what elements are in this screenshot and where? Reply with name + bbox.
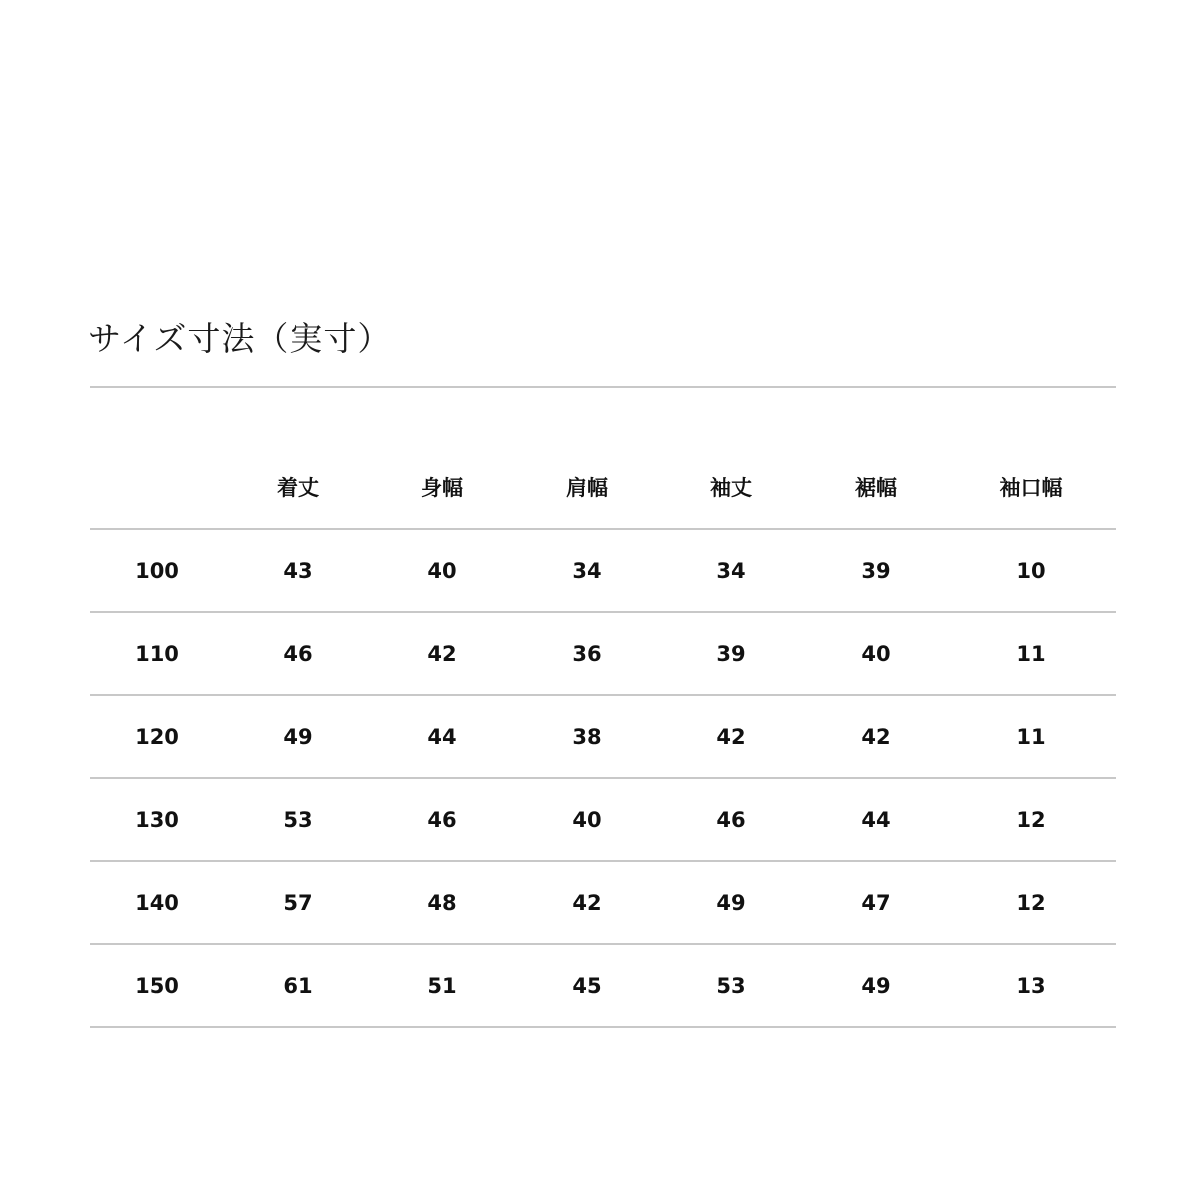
table-cell: 49: [283, 725, 313, 749]
row-divider: [90, 694, 1116, 696]
size-label: 110: [135, 642, 179, 666]
header-hem-width: 裾幅: [855, 476, 897, 500]
table-cell: 43: [283, 559, 313, 583]
table-cell: 49: [716, 891, 746, 915]
page-title: サイズ寸法（実寸）: [88, 319, 392, 358]
table-cell: 40: [572, 808, 602, 832]
table-cell: 44: [861, 808, 891, 832]
table-cell: 40: [427, 559, 457, 583]
table-cell: 46: [716, 808, 746, 832]
table-cell: 48: [427, 891, 457, 915]
table-cell: 46: [283, 642, 313, 666]
table-cell: 12: [1016, 808, 1046, 832]
row-divider: [90, 943, 1116, 945]
header-sleeve-length: 袖丈: [710, 476, 752, 500]
table-cell: 13: [1016, 974, 1046, 998]
table-cell: 34: [572, 559, 602, 583]
table-cell: 53: [283, 808, 313, 832]
table-cell: 45: [572, 974, 602, 998]
table-cell: 57: [283, 891, 313, 915]
table-cell: 42: [427, 642, 457, 666]
table-cell: 42: [861, 725, 891, 749]
table-cell: 42: [572, 891, 602, 915]
table-cell: 11: [1016, 642, 1046, 666]
table-cell: 49: [861, 974, 891, 998]
header-shoulder-width: 肩幅: [566, 476, 608, 500]
row-divider: [90, 611, 1116, 613]
header-length: 着丈: [277, 476, 319, 500]
table-cell: 10: [1016, 559, 1046, 583]
table-cell: 34: [716, 559, 746, 583]
title-divider: [90, 386, 1116, 388]
row-divider: [90, 1026, 1116, 1028]
header-cuff-width: 袖口幅: [999, 476, 1063, 500]
table-cell: 39: [861, 559, 891, 583]
row-divider: [90, 528, 1116, 530]
table-cell: 51: [427, 974, 457, 998]
table-cell: 42: [716, 725, 746, 749]
row-divider: [90, 860, 1116, 862]
table-cell: 40: [861, 642, 891, 666]
header-body-width: 身幅: [421, 476, 463, 500]
size-label: 120: [135, 725, 179, 749]
table-cell: 38: [572, 725, 602, 749]
table-cell: 36: [572, 642, 602, 666]
row-divider: [90, 777, 1116, 779]
table-cell: 11: [1016, 725, 1046, 749]
size-label: 140: [135, 891, 179, 915]
size-label: 150: [135, 974, 179, 998]
table-cell: 46: [427, 808, 457, 832]
table-cell: 44: [427, 725, 457, 749]
table-cell: 39: [716, 642, 746, 666]
size-label: 130: [135, 808, 179, 832]
table-cell: 53: [716, 974, 746, 998]
table-cell: 12: [1016, 891, 1046, 915]
size-label: 100: [135, 559, 179, 583]
table-cell: 47: [861, 891, 891, 915]
table-cell: 61: [283, 974, 313, 998]
